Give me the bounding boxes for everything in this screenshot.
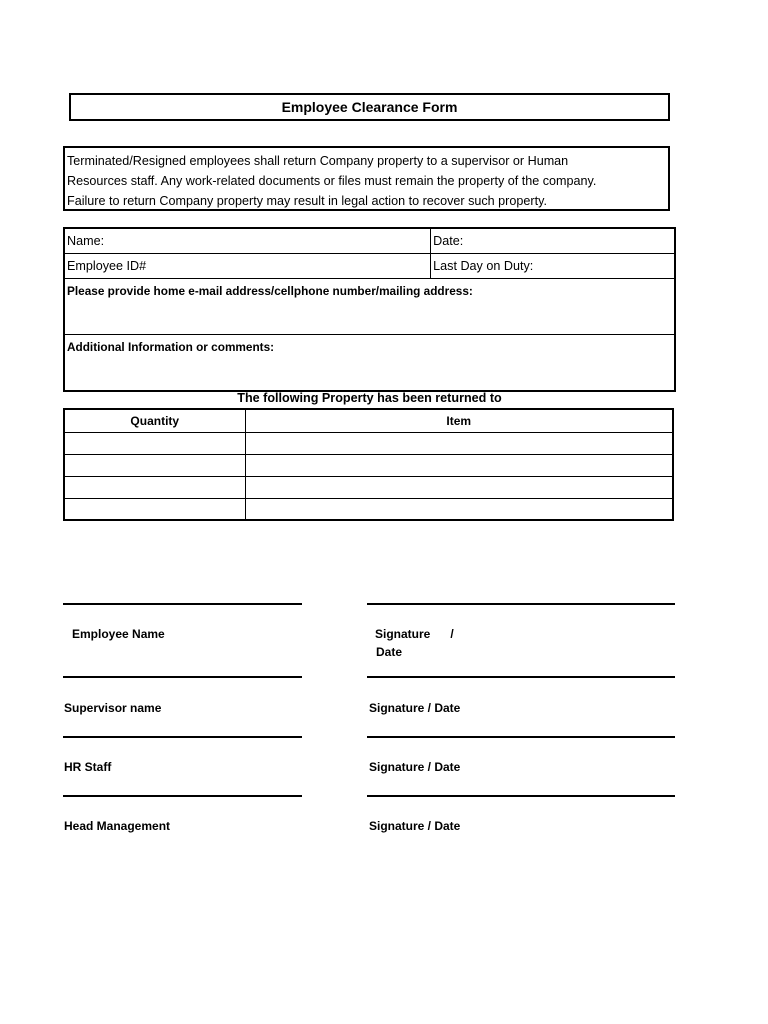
- employee-id-field[interactable]: [64, 254, 431, 279]
- name-label: Name:: [67, 234, 105, 248]
- supervisor-name-line[interactable]: [63, 676, 302, 678]
- quantity-cell[interactable]: [64, 498, 245, 520]
- form-title-box: [69, 93, 670, 121]
- employee-date-label: Date: [376, 645, 403, 659]
- table-row: [64, 476, 673, 498]
- last-day-field[interactable]: [431, 254, 675, 279]
- employee-signature-line[interactable]: [367, 603, 675, 605]
- head-management-line[interactable]: [63, 795, 302, 797]
- form-title: Employee Clearance Form: [281, 99, 458, 115]
- quantity-header: Quantity: [64, 409, 245, 432]
- item-cell[interactable]: [245, 498, 673, 520]
- hr-staff-line[interactable]: [63, 736, 302, 738]
- contact-field[interactable]: [64, 279, 675, 335]
- quantity-cell[interactable]: [64, 476, 245, 498]
- name-field[interactable]: [64, 228, 431, 254]
- table-row: [64, 498, 673, 520]
- date-label: Date:: [433, 234, 464, 248]
- notice-line-3: Failure to return Company property may result in legal action to recover such property.: [67, 194, 547, 208]
- head-signature-line[interactable]: [367, 795, 675, 797]
- property-header-row: [64, 409, 673, 432]
- supervisor-name-label: Supervisor name: [64, 701, 162, 715]
- hr-staff-label: HR Staff: [64, 760, 112, 774]
- date-field[interactable]: [431, 228, 675, 254]
- item-cell[interactable]: [245, 476, 673, 498]
- supervisor-signature-label: Signature / Date: [369, 701, 461, 715]
- hr-signature-label: Signature / Date: [369, 760, 461, 774]
- hr-signature-line[interactable]: [367, 736, 675, 738]
- notice-box: [63, 146, 670, 211]
- employee-name-line[interactable]: [63, 603, 302, 605]
- property-table: [63, 408, 674, 521]
- item-cell[interactable]: [245, 432, 673, 454]
- employee-id-label: Employee ID#: [67, 259, 147, 273]
- quantity-cell[interactable]: [64, 432, 245, 454]
- item-cell[interactable]: [245, 454, 673, 476]
- notice-line-1: Terminated/Resigned employees shall return Company property to a supervisor or Human: [67, 154, 569, 168]
- property-caption: The following Property has been returned to: [237, 391, 502, 405]
- quantity-cell[interactable]: [64, 454, 245, 476]
- item-header: Item: [245, 409, 673, 432]
- comments-field[interactable]: [64, 335, 675, 391]
- comments-label: Additional Information or comments:: [67, 340, 275, 354]
- head-management-label: Head Management: [64, 819, 171, 833]
- notice-line-2: Resources staff. Any work-related documents or files must remain the property of the company.: [67, 174, 597, 188]
- contact-label: Please provide home e-mail address/cellphone number/mailing address:: [67, 284, 473, 298]
- employee-signature-label: Signature /: [375, 627, 454, 641]
- supervisor-signature-line[interactable]: [367, 676, 675, 678]
- employee-info-table: [63, 227, 676, 392]
- employee-name-label: Employee Name: [72, 627, 165, 641]
- last-day-label: Last Day on Duty:: [433, 259, 534, 273]
- table-row: [64, 454, 673, 476]
- head-signature-label: Signature / Date: [369, 819, 461, 833]
- table-row: [64, 432, 673, 454]
